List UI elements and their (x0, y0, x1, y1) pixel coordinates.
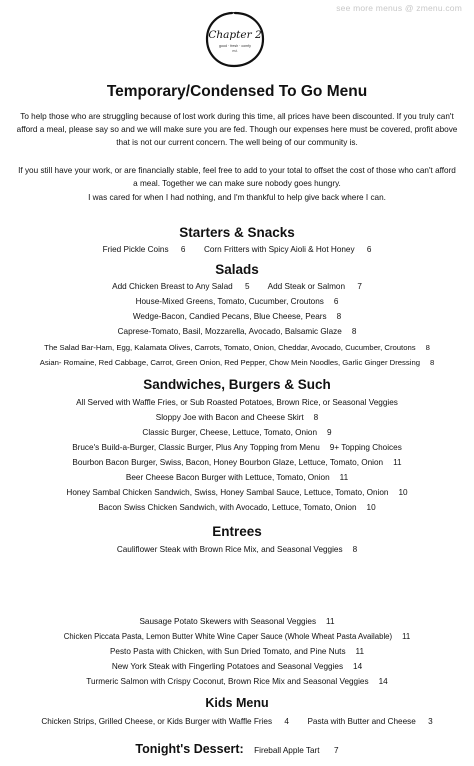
menu-item-name: Sloppy Joe with Bacon and Cheese Skirt (155, 413, 304, 422)
menu-item-name: Pasta with Butter and Cheese (307, 717, 416, 726)
menu-item-name: Bruce's Build-a-Burger, Classic Burger, Plus Any Topping from Menu (72, 443, 320, 452)
entrees-heading: Entrees (212, 524, 262, 539)
menu-item (0, 473, 474, 482)
dessert-item: Fireball Apple Tart (254, 746, 320, 755)
menu-item (0, 297, 474, 306)
watermark: see more menus @ zmenu.com (336, 3, 462, 13)
dessert-price: 7 (334, 746, 339, 755)
menu-item-price: 14 (378, 677, 388, 686)
menu-item (0, 413, 474, 422)
menu-item-price: 8 (352, 545, 358, 554)
menu-item-price: 8 (351, 327, 357, 336)
page-title: Temporary/Condensed To Go Menu (106, 83, 368, 100)
intro-paragraph-1: To help those who are struggling because of lost work during this time, all prices have been discounted. If you truly can't afford a meal, please say so and we will make sure you are fed. Though our expenses here must be covered, profit above that is not our current concern. The well being of our community is. (16, 112, 458, 148)
menu-item (0, 617, 474, 626)
menu-item-name: Beer Cheese Bacon Burger with Lettuce, Tomato, Onion (125, 473, 330, 482)
menu-item-name: The Salad Bar-Ham, Egg, Kalamata Olives, Carrots, Tomato, Onion, Cheddar, Avocado, Cucumber, Croutons (44, 343, 416, 352)
menu-item-price: 9 (327, 428, 332, 437)
menu-item (0, 458, 474, 467)
menu-item-price: 4 (284, 717, 289, 726)
menu-item-price: 3 (428, 717, 433, 726)
logo-name: Chapter 2 (208, 29, 262, 41)
menu-item (0, 488, 474, 497)
salads-heading: Salads (215, 262, 259, 277)
menu-item-name: Bourbon Bacon Burger, Swiss, Bacon, Honey Bourbon Glaze, Lettuce, Tomato, Onion (72, 458, 384, 467)
menu-item (0, 677, 474, 686)
menu-item-price: 8 (425, 343, 430, 352)
salad-addons-row (0, 282, 474, 291)
menu-item-price: 14 (353, 662, 363, 671)
menu-item-name: Chicken Strips, Grilled Cheese, or Kids Burger with Waffle Fries (41, 717, 273, 726)
logo-subtext: est. (232, 49, 238, 53)
menu-item-name: Sausage Potato Skewers with Seasonal Veggies (139, 617, 317, 626)
addon-price: 7 (357, 282, 362, 291)
intro-paragraph-3: I was cared for when I had nothing, and I'm thankful to help give back where I can. (88, 193, 386, 202)
menu-item-name: Asian- Romaine, Red Cabbage, Carrot, Green Onion, Red Pepper, Chow Mein Noodles, Garlic Ginger Dressing (39, 358, 420, 367)
starters-row (0, 245, 474, 254)
menu-item-name: Chicken Piccata Pasta, Lemon Butter White Wine Caper Sauce (Whole Wheat Pasta Available) (63, 632, 393, 641)
menu-item (0, 343, 474, 352)
starters-heading: Starters & Snacks (179, 225, 295, 240)
menu-item (0, 428, 474, 437)
menu-item-name: New York Steak with Fingerling Potatoes and Seasonal Veggies (111, 662, 344, 671)
menu-item-price: 11 (402, 632, 411, 641)
dessert-row (0, 740, 474, 758)
menu-item (0, 662, 474, 671)
menu-item-name: Cauliflower Steak with Brown Rice Mix, and Seasonal Veggies (116, 545, 343, 554)
menu-item-price: 8 (430, 358, 435, 367)
logo-tagline: good · fresh · comfy (219, 44, 251, 48)
menu-item (0, 503, 474, 512)
menu-item-price: 11 (339, 473, 349, 482)
menu-item-price: 10 (398, 488, 408, 497)
menu-item (0, 312, 474, 321)
menu-item-price: 11 (393, 458, 402, 467)
menu-item-name: Classic Burger, Cheese, Lettuce, Tomato, Onion (142, 428, 318, 437)
addon-price: 5 (245, 282, 250, 291)
menu-item-name: Turmeric Salmon with Crispy Coconut, Brown Rice Mix and Seasonal Veggies (86, 677, 369, 686)
menu-item-price: 6 (366, 245, 372, 254)
menu-item-name: Honey Sambal Chicken Sandwich, Swiss, Honey Sambal Sauce, Lettuce, Tomato, Onion (66, 488, 389, 497)
restaurant-logo (203, 9, 267, 69)
menu-item-price: 8 (313, 413, 319, 422)
menu-item-name: Fried Pickle Coins (102, 245, 169, 254)
kids-row (0, 717, 474, 726)
menu-item-name: Wedge-Bacon, Candied Pecans, Blue Cheese, Pears (132, 312, 327, 321)
menu-item-name: Pesto Pasta with Chicken, with Sun Dried Tomato, and Pine Nuts (109, 647, 346, 656)
menu-item (0, 327, 474, 336)
menu-item (0, 443, 474, 452)
menu-item (0, 358, 474, 367)
menu-item (0, 632, 474, 641)
sandwiches-note: All Served with Waffle Fries, or Sub Roasted Potatoes, Brown Rice, or Seasonal Veggies (76, 398, 398, 407)
menu-item-name: Caprese-Tomato, Basil, Mozzarella, Avocado, Balsamic Glaze (117, 327, 342, 336)
kids-heading: Kids Menu (205, 696, 269, 710)
menu-item-name: House-Mixed Greens, Tomato, Cucumber, Croutons (135, 297, 324, 306)
menu-item (0, 545, 474, 554)
menu-item-name: Corn Fritters with Spicy Aioli & Hot Honey (203, 245, 355, 254)
addon-name: Add Steak or Salmon (267, 282, 346, 291)
dessert-heading: Tonight's Dessert: (135, 742, 244, 756)
menu-item-name: Bacon Swiss Chicken Sandwich, with Avocado, Lettuce, Tomato, Onion (98, 503, 357, 512)
menu-item (0, 647, 474, 656)
intro-paragraph-2: If you still have your work, or are financially stable, feel free to add to your total to offset the cost of those who can't afford a meal. Together we can make sure nobody goes hungry. (18, 166, 456, 189)
menu-item-price: 9+ Topping Choices (329, 443, 402, 452)
sandwiches-heading: Sandwiches, Burgers & Such (143, 377, 331, 392)
menu-item-price: 11 (355, 647, 365, 656)
menu-item-price: 6 (180, 245, 186, 254)
menu-item-price: 11 (326, 617, 335, 626)
menu-item-price: 10 (366, 503, 376, 512)
addon-name: Add Chicken Breast to Any Salad (112, 282, 233, 291)
menu-item-price: 6 (333, 297, 339, 306)
menu-item-price: 8 (336, 312, 342, 321)
